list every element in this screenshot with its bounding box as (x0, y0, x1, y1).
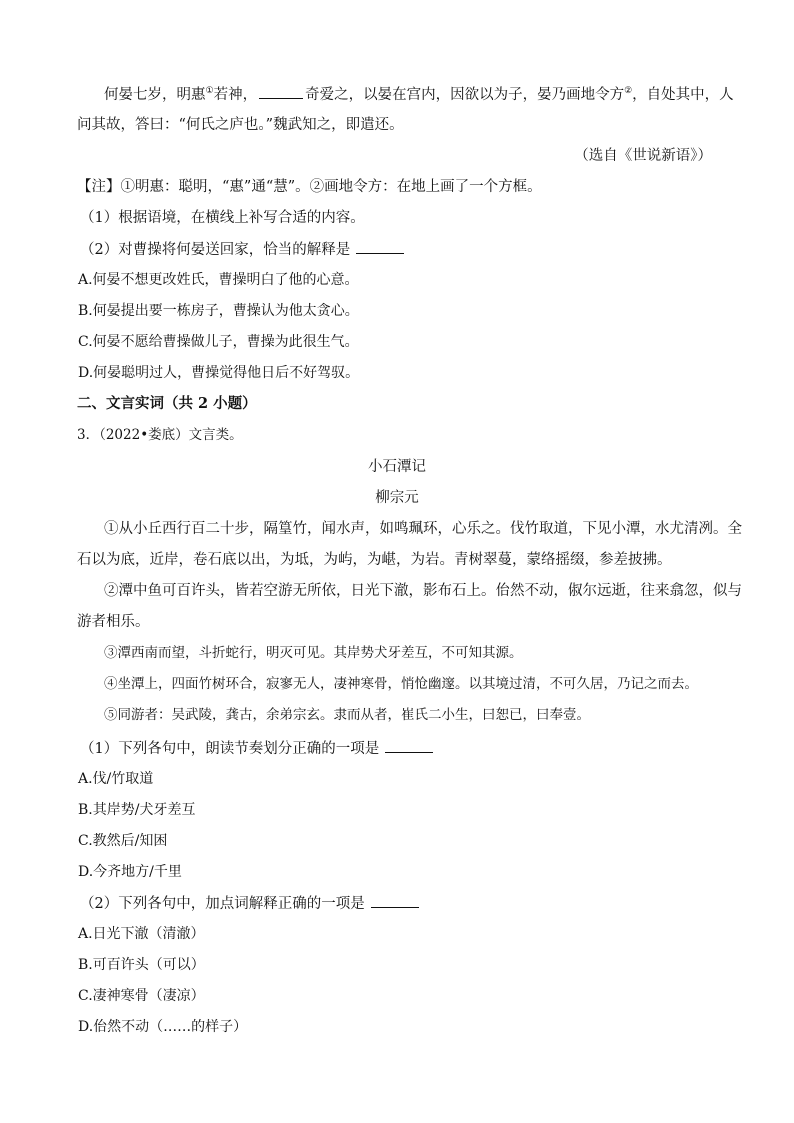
sub-q1-option-b: B.其岸势/犬牙差互 (78, 802, 196, 818)
answer-blank[interactable] (371, 893, 419, 908)
section-heading: 二、文言实词（共 2 小题） (77, 395, 257, 412)
option-a: A.何晏不想更改姓氏，曹操明白了他的心意。 (78, 272, 359, 288)
sub-q2-option-b: B.可百许头（可以） (78, 957, 205, 973)
paragraph-4: ④坐潭上，四面竹树环合，寂寥无人，凄神寒骨，悄怆幽邃。以其境过清，不可久居，乃记之而去。 (104, 676, 698, 692)
sub-q1-option-d: D.今齐地方/千里 (78, 864, 182, 880)
paragraph-3: ③潭西南而望，斗折蛇行，明灭可见。其岸势犬牙差互，不可知其源。 (104, 645, 523, 661)
question-2-text: （2）对曹操将何晏送回家，恰当的解释是 (80, 242, 351, 258)
passage-text: 若神， (213, 87, 258, 103)
sub-question-2 (0, 893, 794, 914)
option-c: C.何晏不愿给曹操做儿子，曹操为此很生气。 (78, 334, 359, 350)
paragraph-1-line-1: ①从小丘西行百二十步，隔篁竹，闻水声，如鸣珮环，心乐之。伐竹取道，下见小潭，水尤清冽。全 (104, 521, 742, 537)
sub-question-1 (0, 738, 794, 759)
question-2 (0, 239, 794, 260)
sub-q2-option-d: D.佁然不动（……的样子） (78, 1019, 248, 1035)
passage-author: 柳宗元 (375, 490, 419, 506)
fill-in-blank[interactable] (259, 84, 303, 99)
sub-q1-option-a: A.伐/竹取道 (78, 771, 154, 787)
passage-line-2: 问其故，答曰：“何氏之庐也。”魏武知之，即遣还。 (77, 117, 404, 133)
source-citation: （选自《世说新语》） (574, 148, 712, 164)
passage-title: 小石潭记 (368, 459, 426, 475)
passage-line-1 (0, 84, 794, 105)
paragraph-2-line-2: 游者相乐。 (77, 614, 150, 630)
option-b: B.何晏提出要一栋房子，曹操认为他太贪心。 (78, 303, 359, 319)
sub-q1-option-c: C.教然后/知困 (78, 833, 168, 849)
footnote-marker-2: ② (624, 86, 633, 97)
passage-text: ，自处其中，人 (632, 87, 734, 103)
answer-blank[interactable] (356, 239, 404, 254)
sub-q2-option-c: C.凄神寒骨（凄凉） (78, 988, 205, 1004)
passage-text: 何晏七岁，明惠 (104, 87, 206, 103)
sub-q2-option-a: A.日光下澈（清澈） (78, 926, 205, 942)
annotation-note: 【注】①明惠：聪明，“惠”通“慧”。②画地令方：在地上画了一个方框。 (77, 179, 542, 195)
answer-blank[interactable] (385, 738, 433, 753)
sub-question-1-text: （1）下列各句中，朗读节奏划分正确的一项是 (80, 741, 380, 757)
footnote-marker-1: ① (205, 86, 214, 97)
passage-text: 奇爱之，以晏在宫内，因欲以为子，晏乃画地令方 (305, 87, 625, 103)
option-d: D.何晏聪明过人，曹操觉得他日后不好驾驭。 (78, 365, 360, 381)
paragraph-1-line-2: 石以为底，近岸，卷石底以出，为坻，为屿，为嵁，为岩。青树翠蔓，蒙络摇缀，参差披拂。 (77, 552, 672, 568)
question-3-intro: 3．（2022•娄底）文言类。 (77, 427, 243, 443)
paragraph-5: ⑤同游者：吴武陵，龚古，余弟宗玄。隶而从者，崔氏二小生，曰恕已，曰奉壹。 (104, 707, 590, 723)
question-1: （1）根据语境，在横线上补写合适的内容。 (80, 210, 365, 226)
sub-question-2-text: （2）下列各句中，加点词解释正确的一项是 (80, 896, 365, 912)
paragraph-2-line-1: ②潭中鱼可百许头，皆若空游无所依，日光下澈，影布石上。佁然不动，俶尔远逝，往来翕忽，似与 (104, 583, 742, 599)
